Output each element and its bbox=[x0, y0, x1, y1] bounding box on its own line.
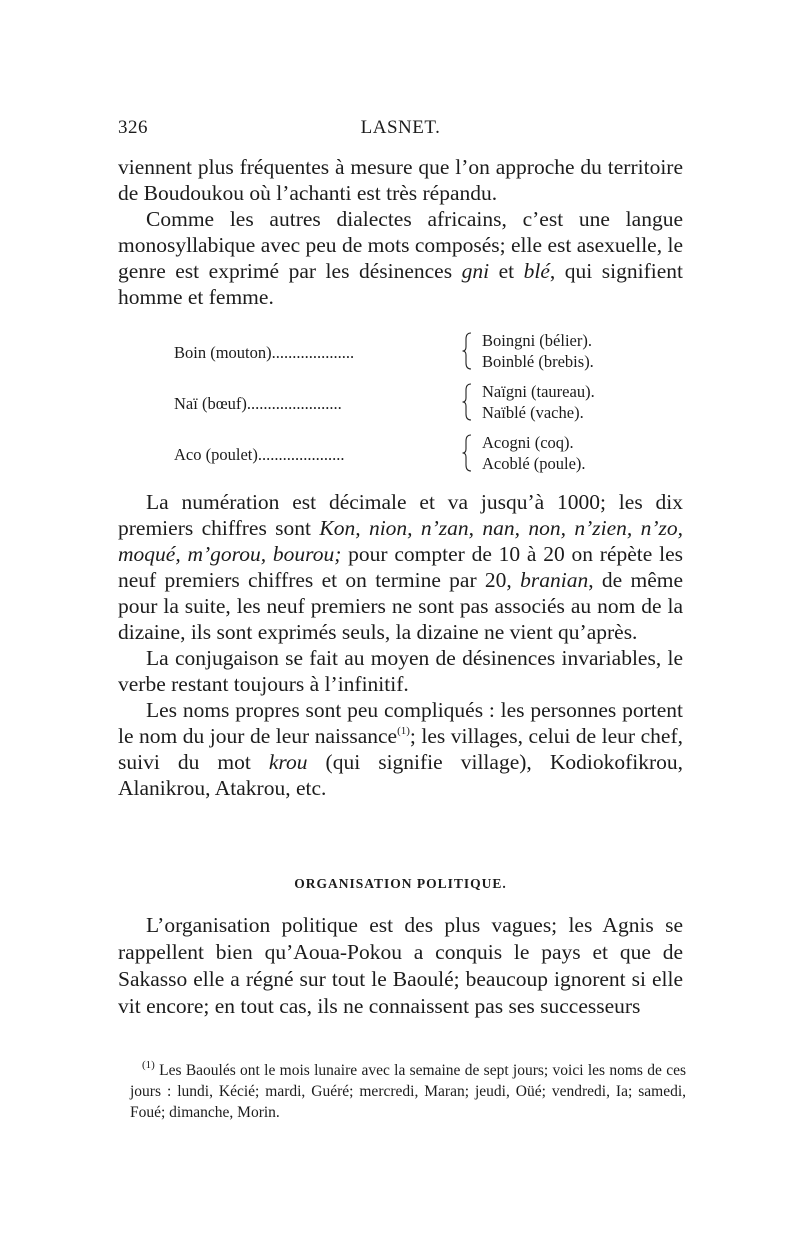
example-base-word: Aco (poulet) bbox=[174, 445, 258, 464]
section-heading: ORGANISATION POLITIQUE. bbox=[294, 876, 507, 891]
dot-leaders: ....................... bbox=[246, 394, 342, 413]
text-block-lower bbox=[118, 912, 683, 1020]
feminine-form: Naïblé (vache). bbox=[482, 403, 584, 422]
text-block-upper bbox=[118, 154, 683, 310]
paragraph-text: et bbox=[489, 259, 524, 283]
example-base bbox=[174, 343, 459, 363]
paragraph-text: , qui signifient homme et femme. bbox=[118, 259, 683, 309]
example-base bbox=[174, 445, 459, 465]
suffix-term-feminine: blé bbox=[523, 259, 550, 283]
gender-example-row bbox=[174, 432, 614, 483]
page-number: 326 bbox=[118, 117, 148, 138]
feminine-form: Boinblé (brebis). bbox=[482, 352, 594, 371]
dot-leaders: ..................... bbox=[257, 445, 345, 464]
feminine-form: Acoblé (poule). bbox=[482, 454, 586, 473]
paragraph-text: La numération est décimale et va jusqu’à 1000; les dix premiers chiffres sont bbox=[118, 490, 683, 540]
gender-example-row bbox=[174, 381, 614, 432]
paragraph-text: (qui signifie village), Kodiokofikrou, Alanikrou, Atakrou, etc. bbox=[118, 750, 683, 800]
example-base-word: Naï (bœuf) bbox=[174, 394, 247, 413]
suffix-term-masculine: gni bbox=[461, 259, 490, 283]
gender-example-row bbox=[174, 330, 614, 381]
example-forms bbox=[482, 330, 594, 372]
paragraph-language bbox=[118, 206, 683, 310]
gender-examples-table bbox=[174, 330, 614, 483]
village-term: krou bbox=[268, 750, 308, 774]
example-forms bbox=[482, 432, 586, 474]
paragraph-text: , de même pour la suite, les neuf premiers ne sont pas associés au nom de la dizaine, ils sont exprimés seuls, la dizaine ne vient qu’après. bbox=[118, 568, 684, 644]
paragraph-text: Comme les autres dialectes africains, c’est une langue monosyllabique avec peu de mots composés; elle est asexuelle, le genre est exprimé par les désinences bbox=[118, 207, 683, 283]
example-forms bbox=[482, 381, 595, 423]
example-base bbox=[174, 394, 459, 414]
footnote-reference[interactable]: (1) bbox=[397, 724, 410, 737]
masculine-form: Boingni (bélier). bbox=[482, 331, 592, 350]
numeral-list: Kon, nion, n’zan, nan, non, n’zien, n’zo, moqué, m’gorou, bourou; bbox=[118, 516, 683, 566]
numeral-twenty: branian bbox=[520, 568, 589, 592]
running-title: LASNET. bbox=[360, 117, 441, 138]
brace bbox=[462, 383, 472, 421]
paragraph-numeration bbox=[118, 489, 683, 645]
paragraph-conjugation: La conjugaison se fait au moyen de désinences invariables, le verbe restant toujours à l’infinitif. bbox=[118, 646, 683, 696]
footnote bbox=[130, 1060, 686, 1123]
paragraph-proper-names bbox=[118, 697, 683, 801]
footnote-body: Les Baoulés ont le mois lunaire avec la semaine de sept jours; voici les noms de ces jours : lundi, Kécié; mardi, Guéré; mercredi, Maran; jeudi, Oüé; vendredi, Ia; samedi, Foué; dimanche, Morin. bbox=[130, 1062, 686, 1121]
brace bbox=[462, 332, 472, 370]
paragraph-text: Les noms propres sont peu compliqués : les personnes portent le nom du jour de leur naissance bbox=[118, 698, 683, 748]
paragraph-continuation: viennent plus fréquentes à mesure que l’on approche du territoire de Boudoukou où l’achanti est très répandu. bbox=[118, 155, 683, 205]
paragraph-text: pour compter de 10 à 20 on répète les neuf premiers chiffres et on termine par 20, bbox=[118, 542, 683, 592]
masculine-form: Naïgni (taureau). bbox=[482, 382, 595, 401]
text-block-middle bbox=[118, 489, 683, 801]
paragraph-text: ; les villages, celui de leur chef, suivi du mot bbox=[118, 724, 683, 774]
dot-leaders: .................... bbox=[271, 343, 355, 362]
paragraph-political-organisation: L’organisation politique est des plus vagues; les Agnis se rappellent bien qu’Aoua-Pokou a conquis le pays et que de Sakasso elle a régné sur tout le Baoulé; beaucoup ignorent si elle vit encore; en tout cas, ils ne connaissent pas ses successeurs bbox=[118, 913, 683, 1018]
footnote-marker: (1) bbox=[142, 1058, 155, 1071]
running-head bbox=[118, 117, 683, 141]
example-base-word: Boin (mouton) bbox=[174, 343, 272, 362]
brace bbox=[462, 434, 472, 472]
footnote-text bbox=[130, 1060, 686, 1123]
masculine-form: Acogni (coq). bbox=[482, 433, 574, 452]
